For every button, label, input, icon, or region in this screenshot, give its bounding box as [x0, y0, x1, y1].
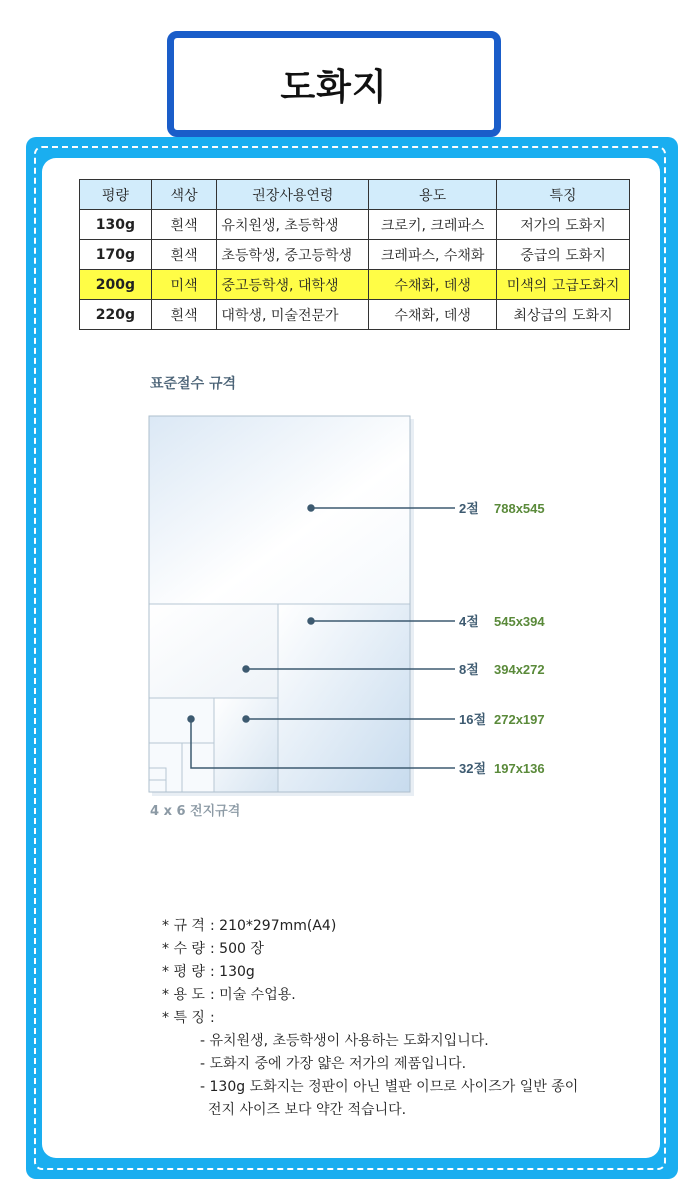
- sheet-8jeol: [149, 604, 278, 698]
- note-value: : 210*297mm(A4): [210, 918, 337, 934]
- note-spec: [162, 915, 578, 938]
- note-value: :: [210, 1010, 215, 1026]
- note-quantity: [162, 938, 578, 961]
- feature-line: 전지 사이즈 보다 약간 적습니다.: [208, 1102, 407, 1118]
- dot-8jeol: [243, 666, 249, 672]
- header-age: 권장사용연령: [217, 180, 369, 210]
- cell-age: 초등학생, 중고등학생: [217, 240, 369, 270]
- diagram-title: 표준절수 규격: [150, 376, 237, 392]
- cell-color: 흰색: [151, 210, 217, 240]
- sheet-4jeol: [278, 604, 410, 792]
- cell-age: 대학생, 미술전문가: [217, 300, 369, 330]
- header-use: 용도: [369, 180, 497, 210]
- cell-feature: 저가의 도화지: [497, 210, 630, 240]
- feature-line: - 유치원생, 초등학생이 사용하는 도화지입니다.: [200, 1033, 489, 1049]
- feature-line: - 130g 도화지는 정판이 아닌 별판 이므로 사이즈가 일반 종이: [200, 1079, 579, 1095]
- sheet-16jeol: [214, 698, 278, 792]
- header-weight: 평량: [80, 180, 152, 210]
- note-key: * 특 징: [162, 1010, 205, 1026]
- label-size-2jeol: 788x545: [494, 501, 545, 516]
- note-key: * 평 량: [162, 964, 205, 980]
- label-name-16jeol: 16절: [459, 712, 487, 727]
- dot-4jeol: [308, 618, 314, 624]
- cell-color: 흰색: [151, 300, 217, 330]
- cell-age: 중고등학생, 대학생: [217, 270, 369, 300]
- note-feature: [162, 1007, 578, 1030]
- note-key: * 규 격: [162, 918, 205, 934]
- note-value: : 500 장: [210, 941, 264, 957]
- header-feature: 특징: [497, 180, 630, 210]
- dot-32jeol: [188, 716, 194, 722]
- cell-color: 흰색: [151, 240, 217, 270]
- diagram-footer: 4 x 6 전지규격: [150, 804, 241, 819]
- feature-line: - 도화지 중에 가장 얇은 저가의 제품입니다.: [200, 1056, 467, 1072]
- label-size-16jeol: 272x197: [494, 712, 545, 727]
- cell-use: 크레파스, 수채화: [369, 240, 497, 270]
- label-name-8jeol: 8절: [459, 662, 479, 677]
- cell-weight: 200g: [80, 270, 152, 300]
- label-size-32jeol: 197x136: [494, 761, 545, 776]
- cell-feature: 중급의 도화지: [497, 240, 630, 270]
- header-color: 색상: [151, 180, 217, 210]
- cell-use: 수채화, 데생: [369, 300, 497, 330]
- cell-weight: 220g: [80, 300, 152, 330]
- label-size-8jeol: 394x272: [494, 662, 545, 677]
- cell-feature: 미색의 고급도화지: [497, 270, 630, 300]
- product-notes: [162, 915, 578, 1122]
- cell-use: 수채화, 데생: [369, 270, 497, 300]
- label-name-2jeol: 2절: [459, 501, 479, 516]
- dot-2jeol: [308, 505, 314, 511]
- label-size-4jeol: 545x394: [494, 614, 545, 629]
- sheet-2jeol: [149, 416, 410, 604]
- note-value: : 미술 수업용.: [210, 987, 296, 1003]
- note-key: * 수 량: [162, 941, 205, 957]
- cell-use: 크로키, 크레파스: [369, 210, 497, 240]
- note-weight: [162, 961, 578, 984]
- cell-weight: 170g: [80, 240, 152, 270]
- dot-16jeol: [243, 716, 249, 722]
- cell-age: 유치원생, 초등학생: [217, 210, 369, 240]
- note-value: : 130g: [210, 964, 255, 980]
- sheet-32jeol: [149, 698, 214, 743]
- note-key: * 용 도: [162, 987, 205, 1003]
- page-title: 도화지: [280, 66, 388, 108]
- cell-color: 미색: [151, 270, 217, 300]
- note-usage: [162, 984, 578, 1007]
- label-name-32jeol: 32절: [459, 761, 487, 776]
- cell-feature: 최상급의 도화지: [497, 300, 630, 330]
- cell-weight: 130g: [80, 210, 152, 240]
- label-name-4jeol: 4절: [459, 614, 479, 629]
